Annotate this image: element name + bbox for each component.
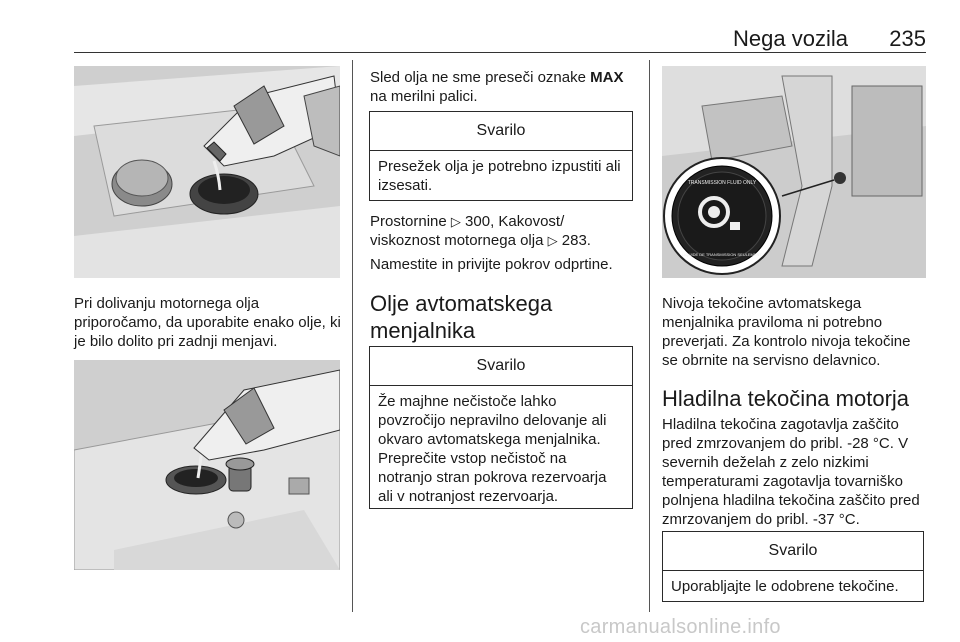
warning-title: Svarilo [370,347,632,386]
max-mark-note-post: na merilni palici. [370,88,478,105]
warning-title: Svarilo [663,532,923,571]
section-title: Nega vozila [733,26,848,51]
max-mark-note-pre: Sled olja ne sme preseči oznake [370,69,591,86]
capacity-reference [370,212,638,250]
illustration-transmission-cap [662,66,926,278]
watermark: carmanualsonline.info [580,616,781,638]
warning-body: Že majhne nečistoče lahko povzročijo nepravilno delovanje ali okvaro avtomatskega menjalnika. Preprečite vstop nečistoč na notranjo stran pokrova rezervoarja ali v notranjost rezervoarja. [378,393,607,505]
ref-text-3: 283. [557,232,591,249]
column-divider-right [649,60,650,612]
warning-box-transmission [369,346,633,509]
page-ref-arrow-icon: ▷ [547,233,558,248]
coolant-description: Hladilna tekočina zagotavlja zaščito pred zmrzovanjem do pribl. -28 °C. V severnih deželah z zelo nizkimi temperaturami zagotavlja tovarniško polnjena hladilna tekočina zaščito pred zmrzovanjem do pribl. -37 °C. [662,416,920,528]
cap-instruction: Namestite in privijte pokrov odprtine. [370,256,613,273]
warning-body: Presežek olja je potrebno izpustiti ali izsesati. [378,158,621,194]
oil-refill-caption: Pri dolivanju motornega olja priporočamo, da uporabite enako olje, ki je bilo dolito pri zadnji menjavi. [74,295,341,350]
cap-label-top: TRANSMISSION FLUID ONLY [687,180,757,186]
warning-body: Uporabljajte le odobrene tekočine. [671,578,899,595]
warning-box-coolant [662,531,924,602]
transmission-fluid-note: Nivoja tekočine avtomatskega menjalnika praviloma ni potrebno preverjati. Za kontrolo nivoja tekočine se obrnite na servisno delavnico. [662,295,911,369]
max-mark-note [370,68,638,106]
page-header [74,26,926,52]
ref-text-2: 300, Kakovost/ viskoznost motornega olja [370,213,565,249]
header-rule [74,52,926,53]
warning-box-excess-oil [369,111,633,201]
illustration-oil-filling [74,66,340,278]
ref-text-1: Prostornine [370,213,451,230]
column-divider-left [352,60,353,612]
illustration-oil-cap [74,360,340,570]
page-ref-arrow-icon: ▷ [450,214,461,229]
page-number: 235 [889,26,926,51]
cap-label-bottom: LIQUIDE DE TRANSMISSION SEULEMENT [682,252,762,257]
section-heading-coolant: Hladilna tekočina motorja [662,386,910,411]
warning-title: Svarilo [370,112,632,151]
section-heading-transmission: Olje avtomatskega menjalnika [370,291,553,343]
max-label: MAX [590,69,624,86]
